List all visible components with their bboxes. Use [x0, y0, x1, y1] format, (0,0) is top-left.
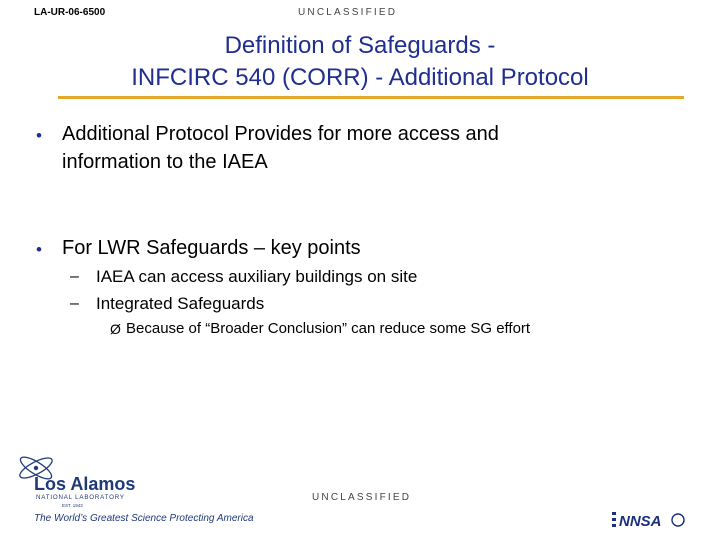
logo-subtitle: NATIONAL LABORATORY: [36, 494, 125, 501]
document-id: LA-UR-06-6500: [34, 7, 106, 18]
slide-title-line-1: Definition of Safeguards -: [224, 32, 496, 59]
bullet-1-line-1: Additional Protocol Provides for more access and: [62, 123, 499, 145]
sub-bullet-marker: –: [70, 295, 79, 312]
sub-bullet-1: IAEA can access auxiliary buildings on site: [96, 267, 418, 286]
classification-footer: UNCLASSIFIED: [312, 492, 412, 503]
classification-header: UNCLASSIFIED: [298, 7, 398, 18]
los-alamos-logo: [10, 454, 140, 510]
sub-bullet-2: Integrated Safeguards: [96, 294, 265, 313]
slide-title-line-2: INFCIRC 540 (CORR) - Additional Protocol: [131, 64, 589, 91]
logo-established: EST. 1943: [62, 503, 83, 508]
bullet-2-line-1: For LWR Safeguards – key points: [62, 237, 361, 259]
bullet-marker: •: [36, 126, 42, 145]
title-underline-rule: [58, 96, 684, 99]
nnsa-text: NNSA: [619, 513, 662, 529]
sub-bullet-marker: –: [70, 268, 79, 285]
logo-name: Los Alamos: [34, 474, 136, 494]
bullet-marker: •: [36, 240, 42, 259]
bullet-1-line-2: information to the IAEA: [62, 151, 268, 173]
footer-tagline: The World’s Greatest Science Protecting America: [34, 513, 254, 524]
sub-sub-bullet-1: Because of “Broader Conclusion” can reduce some SG effort: [126, 320, 531, 337]
arrow-bullet-icon: Ø: [110, 321, 121, 337]
nnsa-logo: [612, 511, 686, 529]
